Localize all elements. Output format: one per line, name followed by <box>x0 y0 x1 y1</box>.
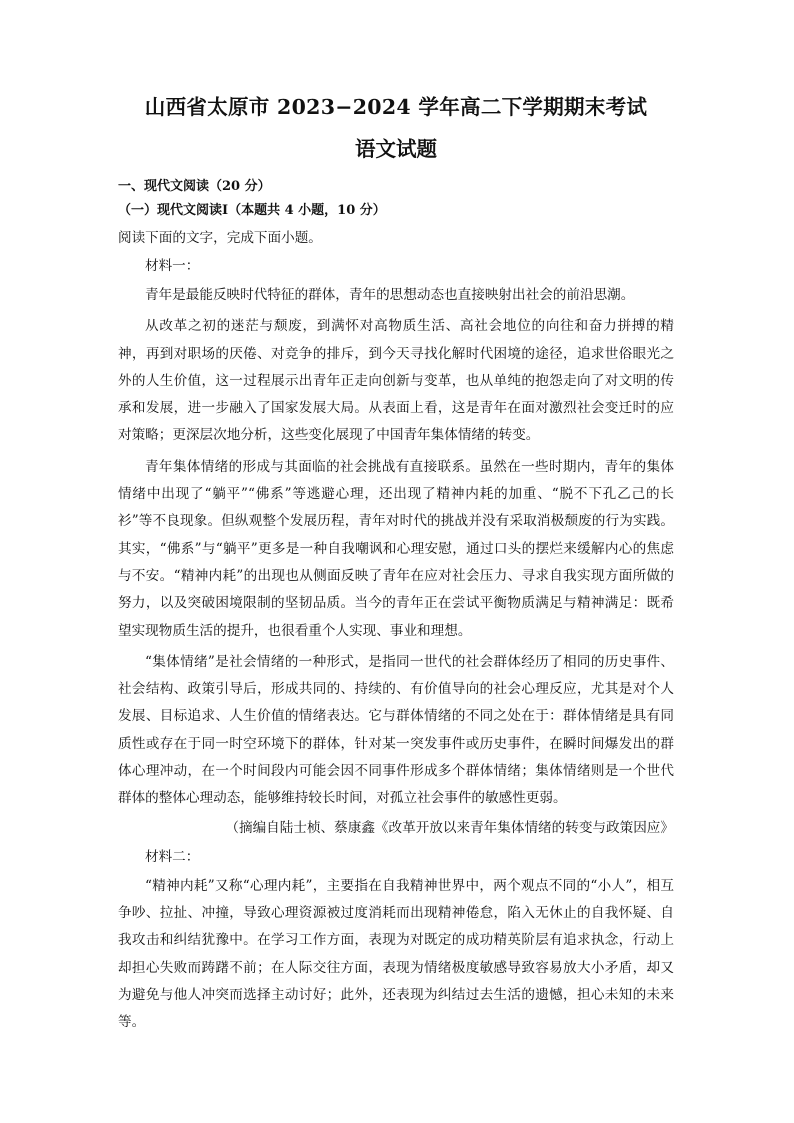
material-two-paragraph: “精神内耗”又称“心理内耗”，主要指在自我精神世界中，两个观点不同的“小人”，相互争吵、拉扯、冲撞，导致心理资源被过度消耗而出现精神倦怠，陷入无休止的自我怀疑、自我攻击和纠结犹豫中。在学习工作方面，表现为对既定的成功精英阶层有追求执念，行动上却担心失败而踌躇不前；在人际交往方面，表现为情绪极度敏感导致容易放大小矛盾，却又为避免与他人冲突而选择主动讨好；此外，还表现为纠结过去生活的遗憾，担心未知的未来等。 <box>118 877 674 1031</box>
exam-title: 山西省太原市 2023−2024 学年高二下学期期末考试 <box>144 95 648 119</box>
material-one-paragraph: 青年是最能反映时代特征的群体，青年的思想动态也直接映射出社会的前沿思潮。 <box>145 287 635 303</box>
exam-subject-title: 语文试题 <box>355 137 437 161</box>
section-heading: 一、现代文阅读（20 分） <box>118 179 271 194</box>
material-one-paragraph: 青年集体情绪的形成与其面临的社会挑战有直接联系。虽然在一些时期内，青年的集体情绪中出现了“躺平”“佛系”等逃避心理，还出现了精神内耗的加重、“脱不下孔乙己的长衫”等不良现象。但纵观整个发展历程，青年对时代的挑战并没有采取消极颓废的行为实践。其实，“佛系”与“躺平”更多是一种自我嘲讽和心理安慰，通过口头的摆烂来缓解内心的焦虑与不安。“精神内耗”的出现也从侧面反映了青年在应对社会压力、寻求自我实现方面所做的努力，以及突破困境限制的坚韧品质。当今的青年正在尝试平衡物质满足与精神满足：既希望实现物质生活的提升，也很看重个人实现、事业和理想。 <box>118 458 674 639</box>
reading-instruction: 阅读下面的文字，完成下面小题。 <box>118 230 322 246</box>
subsection-heading: （一）现代文阅读Ⅰ（本题共 4 小题，10 分） <box>118 203 386 218</box>
material-two-label: 材料二： <box>145 848 200 865</box>
material-one-paragraph: “集体情绪”是社会情绪的一种形式，是指同一世代的社会群体经历了相同的历史事件、社会结构、政策引导后，形成共同的、持续的、有价值导向的社会心理反应，尤其是对个人发展、目标追求、人生价值的情绪表达。它与群体情绪的不同之处在于：群体情绪是具有同质性或存在于同一时空环境下的群体，针对某一突发事件或历史事件，在瞬时间爆发出的群体心理冲动，在一个时间段内可能会因不同事件形成多个群体情绪；集体情绪则是一个世代群体的整体心理动态，能够维持较长时间，对孤立社会事件的敏感性更弱。 <box>118 653 674 807</box>
material-one-source: （摘编自陆士桢、蔡康鑫《改革开放以来青年集体情绪的转变与政策因应》 <box>225 819 674 836</box>
material-one-paragraph: 从改革之初的迷茫与颓废，到满怀对高物质生活、高社会地位的向往和奋力拼搏的精神，再到对职场的厌倦、对竞争的排斥，到今天寻找化解时代困境的途径，追求世俗眼光之外的人生价值，这一过程展示出青年正走向创新与变革，也从单纯的抱怨走向了对文明的传承和发展，进一步融入了国家发展大局。从表面上看，这是青年在面对激烈社会变迁时的应对策略；更深层次地分析，这些变化展现了中国青年集体情绪的转变。 <box>118 318 674 444</box>
material-one-label: 材料一： <box>145 258 200 274</box>
